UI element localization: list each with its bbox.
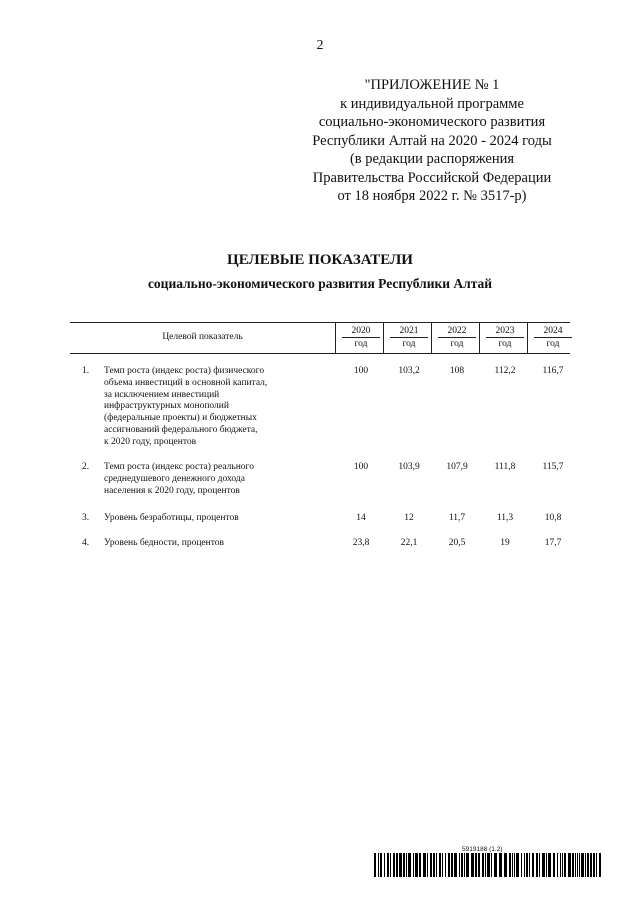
year-label: 2020 xyxy=(342,325,380,338)
barcode-icon xyxy=(374,853,602,877)
year-unit: год xyxy=(402,339,416,349)
appendix-line: к индивидуальной программе xyxy=(340,95,524,112)
appendix-line: Правительства Российской Федерации xyxy=(312,169,552,186)
row-label-line: к 2020 году, процентов xyxy=(104,436,197,447)
header-separator xyxy=(335,323,336,353)
cell-value: 10,8 xyxy=(544,513,562,523)
year-label: 2024 xyxy=(534,325,572,338)
cell-value: 112,2 xyxy=(494,366,516,376)
row-number: 2. xyxy=(82,462,90,472)
row-label-line: среднедушевого денежного дохода xyxy=(104,473,245,484)
appendix-line: "ПРИЛОЖЕНИЕ № 1 xyxy=(364,77,500,93)
appendix-block xyxy=(282,76,582,206)
row-label xyxy=(104,538,304,550)
cell-value: 108 xyxy=(449,366,465,376)
year-unit: год xyxy=(546,339,560,349)
appendix-line: (в редакции распоряжения xyxy=(349,151,515,167)
document-subtitle: социально-экономического развития Республики Алтай xyxy=(147,276,493,291)
year-label: 2022 xyxy=(438,325,476,338)
year-header xyxy=(486,325,524,350)
indicators-table xyxy=(70,322,570,548)
header-separator xyxy=(527,323,528,353)
row-label-line: инфраструктурных монополий xyxy=(104,401,229,412)
cell-value: 23,8 xyxy=(352,538,370,548)
cell-value: 12 xyxy=(404,513,414,523)
header-separator xyxy=(383,323,384,353)
row-label-line: населения к 2020 году, процентов xyxy=(104,485,240,496)
row-label-line: Уровень безработицы, процентов xyxy=(104,513,239,523)
cell-value: 115,7 xyxy=(542,462,564,472)
document-title: ЦЕЛЕВЫЕ ПОКАЗАТЕЛИ xyxy=(227,252,413,268)
year-unit: год xyxy=(450,339,464,349)
row-number: 4. xyxy=(82,538,90,548)
row-label-line: Уровень бедности, процентов xyxy=(104,538,224,548)
row-number: 3. xyxy=(82,513,90,523)
cell-value: 11,7 xyxy=(448,513,466,523)
page-number: 2 xyxy=(316,38,324,53)
header-separator xyxy=(431,323,432,353)
cell-value: 19 xyxy=(500,538,510,548)
header-label: Целевой показатель xyxy=(162,332,243,342)
row-label-line: (федеральные проекты) и бюджетных xyxy=(104,413,257,424)
cell-value: 14 xyxy=(356,513,366,523)
row-label xyxy=(104,513,304,525)
year-label: 2023 xyxy=(486,325,524,338)
table-header xyxy=(70,322,570,354)
year-unit: год xyxy=(354,339,368,349)
cell-value: 103,9 xyxy=(398,462,420,472)
row-label xyxy=(104,462,304,497)
appendix-line: Республики Алтай на 2020 - 2024 годы xyxy=(312,132,552,149)
cell-value: 100 xyxy=(353,366,369,376)
year-unit: год xyxy=(498,339,512,349)
appendix-line: социально-экономического развития xyxy=(318,114,546,130)
cell-value: 17,7 xyxy=(544,538,562,548)
year-header xyxy=(342,325,380,350)
year-header xyxy=(534,325,572,350)
year-label: 2021 xyxy=(390,325,428,338)
row-label-line: объема инвестиций в основной капитал, xyxy=(104,377,268,388)
header-separator xyxy=(479,323,480,353)
cell-value: 11,3 xyxy=(496,513,514,523)
row-label-line: за исключением инвестиций xyxy=(104,389,220,400)
row-label xyxy=(104,366,304,449)
row-number: 1. xyxy=(82,366,90,376)
cell-value: 116,7 xyxy=(542,366,564,376)
cell-value: 107,9 xyxy=(446,462,468,472)
appendix-line: от 18 ноября 2022 г. № 3517-р) xyxy=(337,188,527,204)
year-header xyxy=(438,325,476,350)
cell-value: 20,5 xyxy=(448,538,466,548)
row-label-line: ассигнований федерального бюджета, xyxy=(104,424,258,435)
row-label-line: Темп роста (индекс роста) физического xyxy=(104,366,265,376)
cell-value: 103,2 xyxy=(398,366,420,376)
cell-value: 111,8 xyxy=(494,462,516,472)
barcode-caption: 5919188 (1.2) xyxy=(462,846,503,853)
cell-value: 22,1 xyxy=(400,538,418,548)
row-label-line: Темп роста (индекс роста) реального xyxy=(104,462,254,472)
year-header xyxy=(390,325,428,350)
cell-value: 100 xyxy=(353,462,369,472)
